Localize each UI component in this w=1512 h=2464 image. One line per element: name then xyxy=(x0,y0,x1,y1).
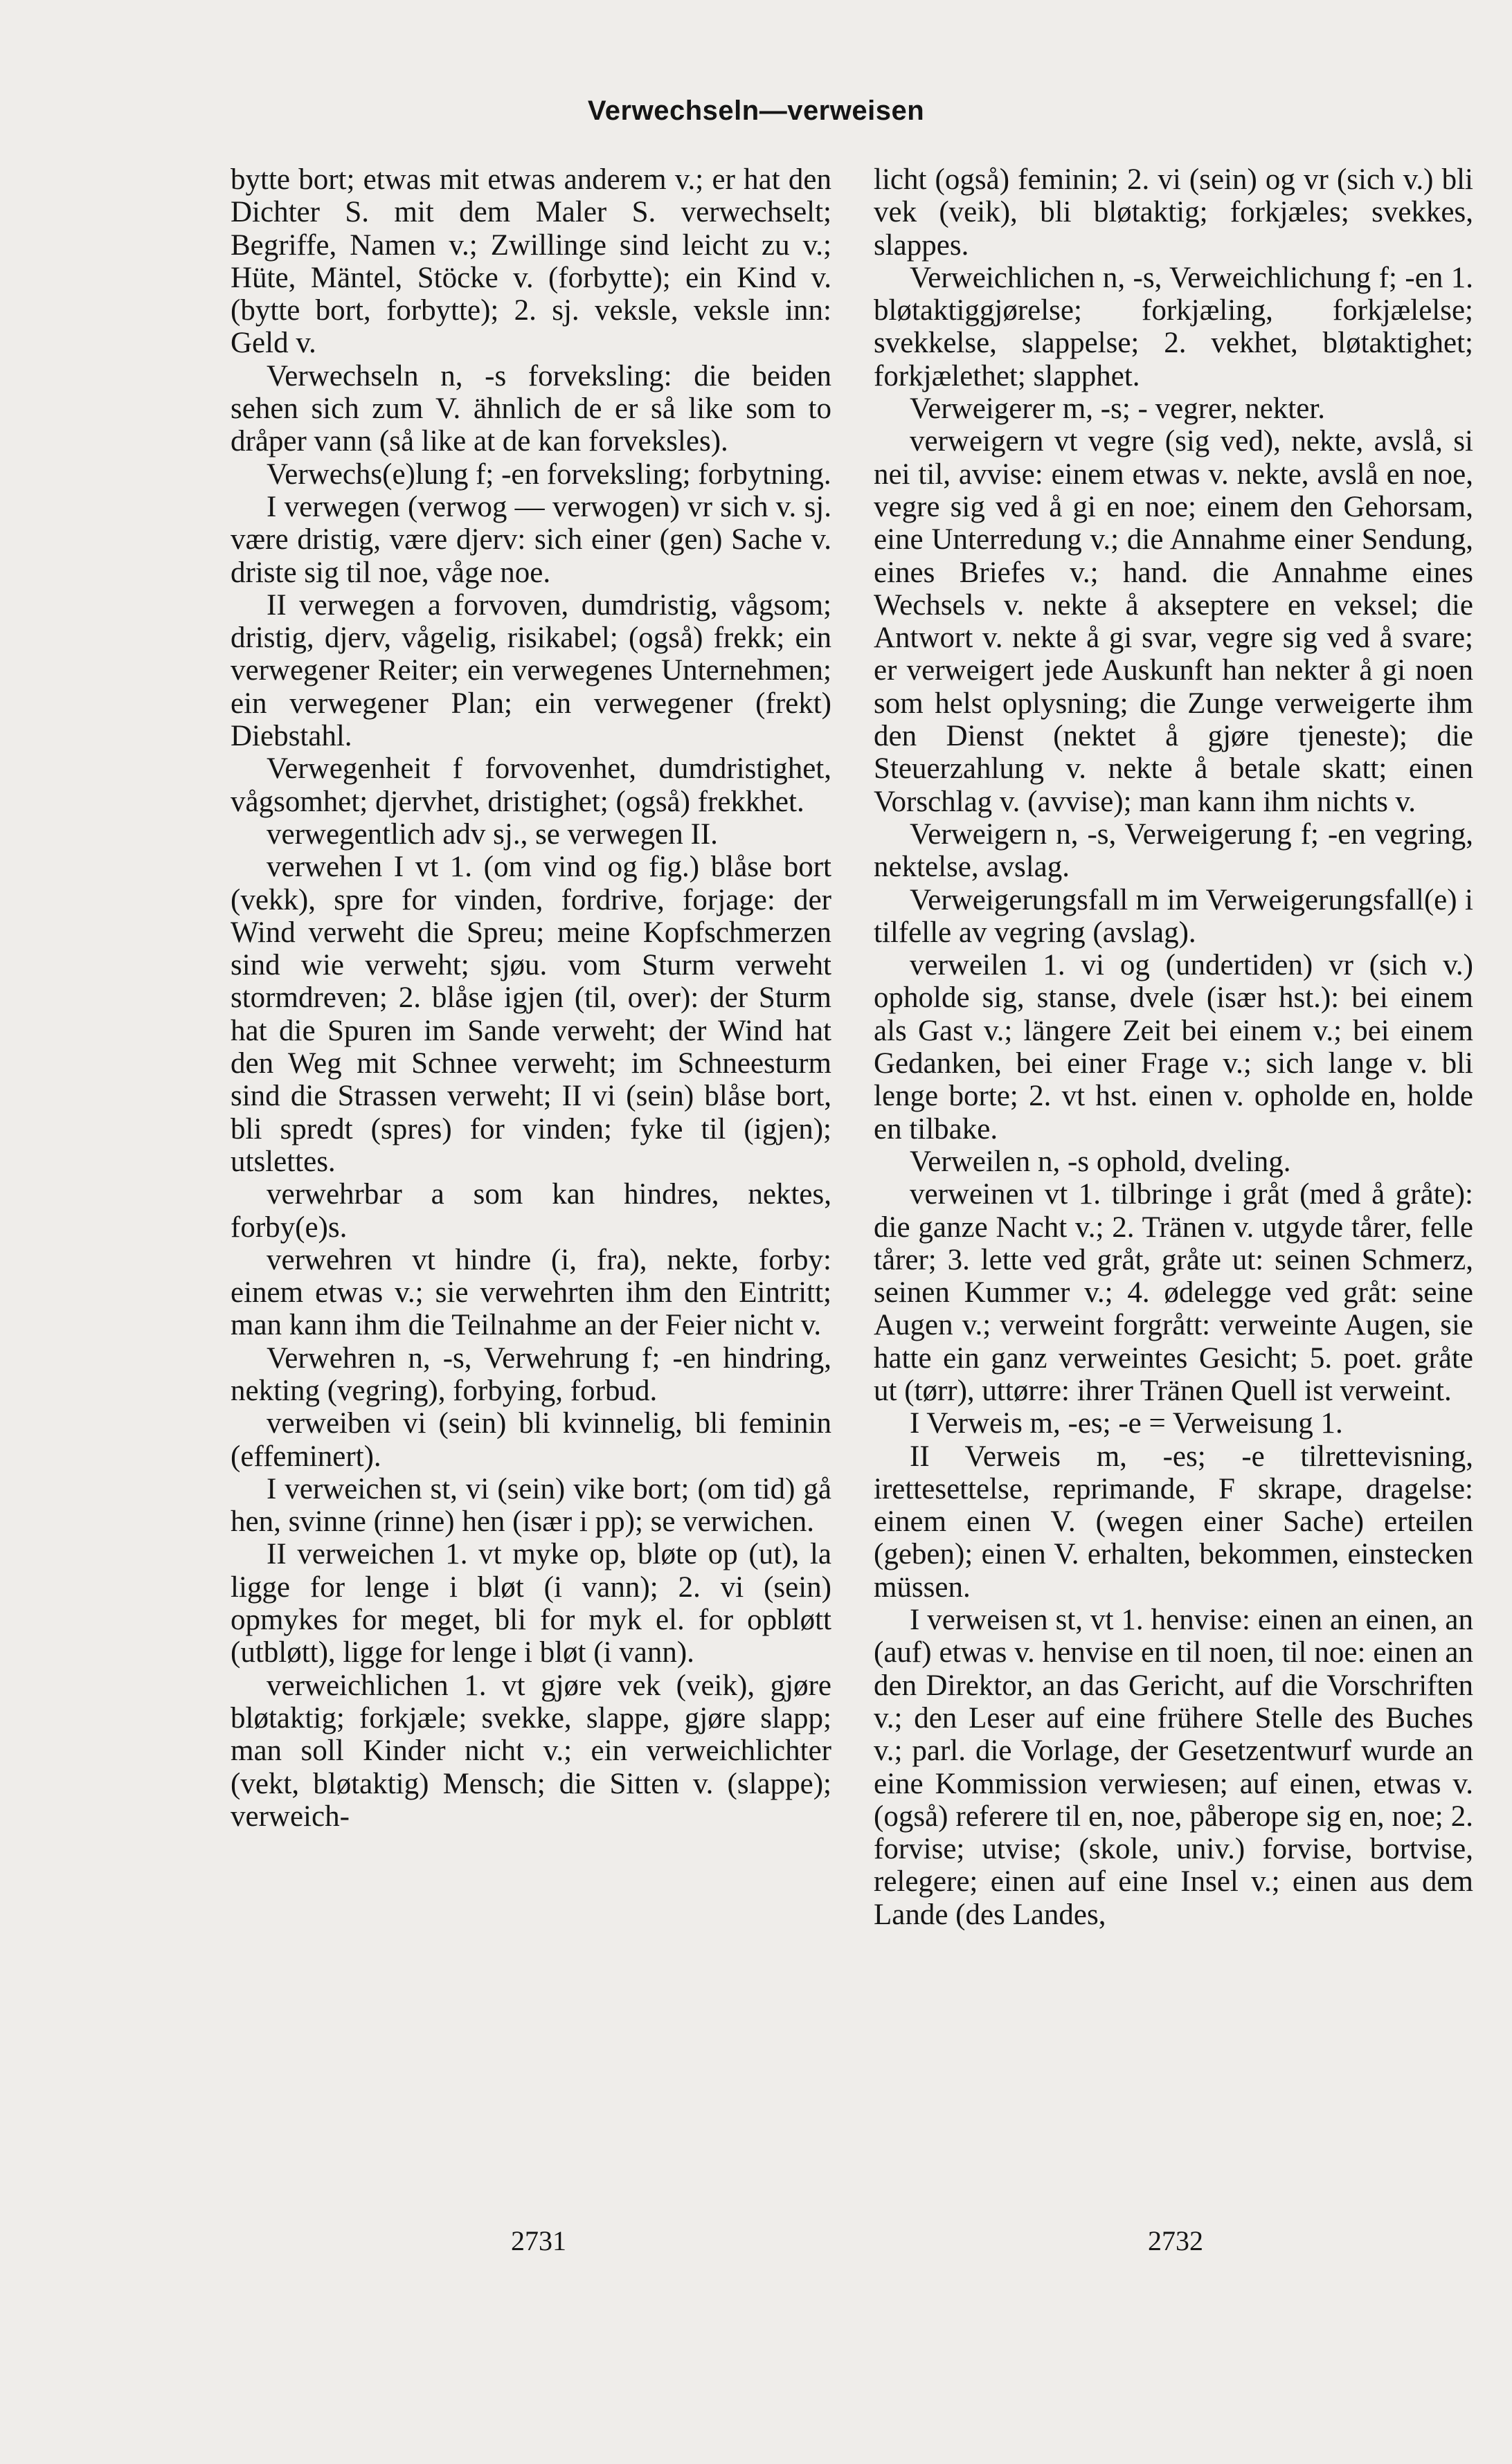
entry-text: verweigern vt vegre (sig ved), nekte, avslå, si nei til, avvise: einem etwas v. nekte, avslå en noe, vegre sig ved å gi en noe; einem den Gehorsam, eine Unterredung v.; die Annahme einer Sendung, eines Briefes v.; hand. die Annahme eines Wechsels v. nekte å akseptere en veksel; die Antwort v. nekte å gi svar, vegre sig ved å svare; er verweigert jede Auskunft han nekter å gi noen som helst oplysning; die Zunge verweigerte ihm den Dienst (nektet å gjøre tjeneste); die Steuerzahlung v. nekte å betale skatt; einen Vorschlag v. (avvise); man kann ihm nichts v. xyxy=(874,425,1473,818)
entry-text: verweinen vt 1. tilbringe i gråt (med å gråte): die ganze Nacht v.; 2. Tränen v. utgyde tårer, felle tårer; 3. lette ved gråt, gråte ut: seinen Schmerz, seinen Kummer v.; 4. ødelegge ved gråt: seine Augen v.; verweint forgrått: verweinte Augen, sie hatte ein ganz verweintes Gesicht; 5. poet. gråte ut (tørr), uttørre: ihrer Tränen Quell ist verweint. xyxy=(874,1178,1473,1407)
entry-text: II verwegen a forvoven, dumdristig, vågsom; dristig, djerv, vågelig, risikabel; (også) frekk; ein verwegener Reiter; ein verwegenes Unternehmen; ein verwegener Plan; ein verwegener (frekt) Diebstahl. xyxy=(231,588,831,753)
entry-text: verwegentlich adv sj., se verwegen II. xyxy=(267,817,718,851)
page-number-right: 2732 xyxy=(1148,2225,1203,2256)
entry-text: Verweigerungsfall m im Verweigerungsfall(e) i tilfelle av vegring (avslag). xyxy=(874,883,1473,949)
running-header: Verwechseln—verweisen xyxy=(587,96,925,126)
entry-text: licht (også) feminin; 2. vi (sein) og vr (sich v.) bli vek (veik), bli bløtaktig; forkjæles; svekkes, slappes. xyxy=(874,163,1473,262)
entry-text: II Verweis m, -es; -e tilrettevisning, irettesettelse, reprimande, F skrape, dragelse: einem einen V. (wegen einer Sache) erteilen (geben); einen V. erhalten, bekommen, einstecken müssen. xyxy=(874,1440,1473,1604)
entry-text: Verwehren n, -s, Verwehrung f; -en hindring, nekting (vegring), forbying, forbud. xyxy=(231,1341,831,1407)
entry-text: verwehen I vt 1. (om vind og fig.) blåse bort (vekk), spre for vinden, fordrive, forjage: der Wind verweht die Spreu; meine Kopfschmerzen sind wie verweht; sjøu. vom Sturm verweht stormdreven; 2. blåse igjen (til, over): der Sturm hat die Spuren im Sande verweht; der Wind hat den Weg mit Schnee verweht; im Schneesturm sind die Strassen verweht; II vi (sein) blåse bort, bli spredt (spres) for vinden; fyke til (igjen); utslettes. xyxy=(231,851,831,1178)
entry-text: I verweichen st, vi (sein) vike bort; (om tid) gå hen, svinne (rinne) hen (især i pp); se verwichen. xyxy=(231,1472,831,1539)
entry-text: Verweigerer m, -s; - vegrer, nekter. xyxy=(910,392,1326,426)
entry-text: I Verweis m, -es; -e = Verweisung 1. xyxy=(910,1407,1343,1440)
entry-text: I verweisen st, vt 1. henvise: einen an einen, an (auf) etwas v. henvise en til noen, til noe: einen an den Direktor, an das Gericht, auf die Vorschriften v.; den Leser auf eine frühere Stelle des Buches v.; parl. die Vorlage, der Gesetzentwurf wurde an eine Kommission verwiesen; auf einen, etwas v. (også) referere til en, noe, påberope sig en, noe; 2. forvise; utvise; (skole, univ.) forvise, bortvise, relegere; einen auf eine Insel v.; einen aus dem Lande (des Landes, xyxy=(874,1604,1473,1931)
entry-text: Verweigern n, -s, Verweigerung f; -en vegring, nektelse, avslag. xyxy=(874,817,1473,884)
entry-text: verwehren vt hindre (i, fra), nekte, forby: einem etwas v.; sie verwehrten ihm den Eintritt; man kann ihm die Teilnahme an der Feier nicht v. xyxy=(231,1243,831,1342)
page-number-left: 2731 xyxy=(511,2225,566,2256)
entry-text: Verweilen n, -s ophold, dveling. xyxy=(910,1145,1291,1178)
entry-text: I verwegen (verwog — verwogen) vr sich v. sj. være dristig, være djerv: sich einer (gen) Sache v. driste sig til noe, våge noe. xyxy=(231,490,831,589)
entry-text: verweiben vi (sein) bli kvinnelig, bli feminin (effeminert). xyxy=(231,1407,831,1473)
entry-text: Verweichlichen n, -s, Verweichlichung f; -en 1. bløtaktiggjørelse; forkjæling, forkjælelse; svekkelse, slappelse; 2. vekhet, bløtaktighet; forkjælethet; slapphet. xyxy=(874,261,1473,392)
entry-text: bytte bort; etwas mit etwas anderem v.; er hat den Dichter S. mit dem Maler S. verwechselt; Begriffe, Namen v.; Zwillinge sind leicht zu v.; Hüte, Mäntel, Stöcke v. (forbytte); ein Kind v. (bytte bort, forbytte); 2. sj. veksle, veksle inn: Geld v. xyxy=(231,163,831,360)
entry-text: II verweichen 1. vt myke op, bløte op (ut), la ligge for lenge i bløt (i vann); 2. vi (sein) opmykes for meget, bli for myk el. for opbløtt (utbløtt), ligge for lenge i bløt (i vann). xyxy=(231,1538,831,1669)
entry-text: verwehrbar a som kan hindres, nektes, forby(e)s. xyxy=(231,1178,831,1244)
entry-text: Verwechs(e)lung f; -en forveksling; forbytning. xyxy=(267,458,831,491)
entry-text: verweichlichen 1. vt gjøre vek (veik), gjøre bløtaktig; forkjæle; svekke, slappe, gjøre slapp; man soll Kinder nicht v.; ein verweichlichter (vekt, bløtaktig) Mensch; die Sitten v. (slappe); verweich- xyxy=(231,1669,831,1833)
left-column xyxy=(231,163,831,1833)
entry-text: verweilen 1. vi og (undertiden) vr (sich v.) opholde sig, stanse, dvele (især hst.): bei einem als Gast v.; längere Zeit bei einem v.; bei einem Gedanken, bei einer Frage v.; sich lange v. bli lenge borte; 2. vt hst. einen v. opholde en, holde en tilbake. xyxy=(874,949,1473,1145)
entry-text: Verwegenheit f forvovenhet, dumdristighet, vågsomhet; djervhet, dristighet; (også) frekkhet. xyxy=(231,752,831,818)
right-column xyxy=(874,163,1473,1931)
entry-text: Verwechseln n, -s forveksling: die beiden sehen sich zum V. ähnlich de er så like som to dråper vann (så like at de kan forveksles). xyxy=(231,359,831,458)
